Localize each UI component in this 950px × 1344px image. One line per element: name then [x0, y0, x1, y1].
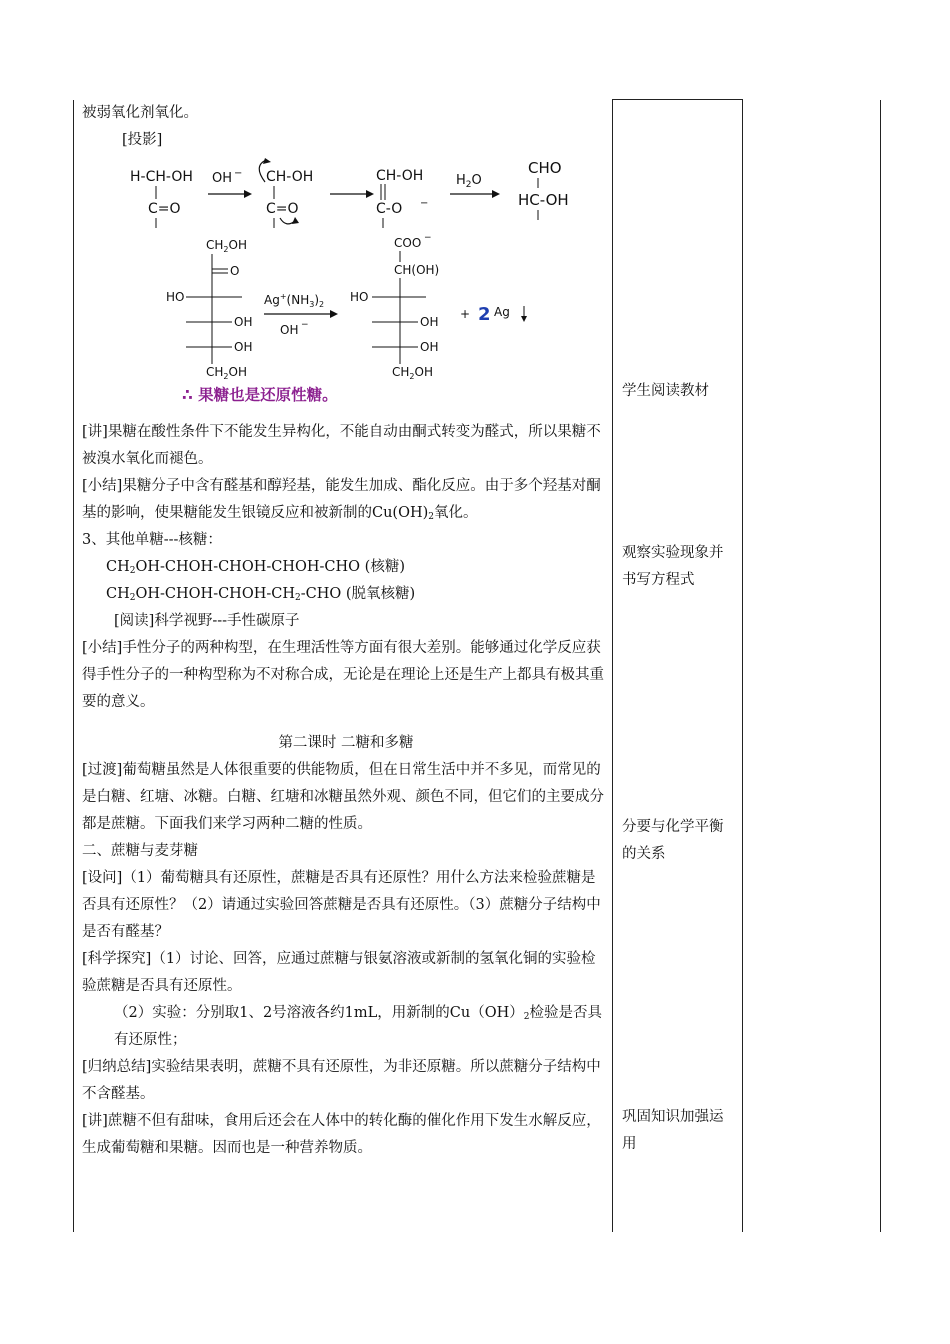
svg-text:−: −: [424, 233, 432, 243]
r2-left-oh2: OH: [234, 340, 253, 354]
r2-left-bot: $CH_2OH$: [206, 365, 247, 381]
r2-right-oh1: OH: [420, 315, 439, 329]
r1-mol3-bot: C-O: [376, 201, 403, 217]
svg-text:−: −: [234, 168, 243, 179]
lecture-fructose: [讲]果糖在酸性条件下不能发生异构化，不能自动由酮式转变为醛式，所以果糖不被溴水氧化而褪色。: [82, 424, 601, 467]
r1-hydroxide: OH: [212, 171, 233, 186]
reading-chiral: [阅读]科学视野---手性碳原子: [114, 613, 300, 629]
r2-right-choh: CH(OH): [394, 263, 440, 277]
r2-right-top: COO: [394, 236, 422, 250]
r1-mol1-bot: C=O: [148, 201, 181, 217]
table-border-top: [612, 99, 743, 100]
r1-mol3-top: CH-OH: [376, 168, 424, 184]
side-note-4: 巩固知识加强运用: [622, 1109, 724, 1152]
r1-mol1-top: H-CH-OH: [130, 169, 193, 185]
lecture-sucrose: [讲]蔗糖不但有甜味，食用后还会在人体中的转化酶的催化作用下发生水解反应，生成葡萄糖和果糖。因而也是一种营养物质。: [82, 1113, 601, 1156]
other-monosaccharides-title: 3、其他单糖---核糖：: [82, 532, 222, 548]
side-note-1: 学生阅读教材: [622, 383, 709, 399]
summary-fructose: [小结]果糖分子中含有醛基和醇羟基，能发生加成、酯化反应。由于多个羟基对酮基的影响，使果糖能发生银镜反应和被新制的$Cu(OH)_2$氧化。: [82, 478, 601, 522]
r1-mol4-bot: HC-OH: [518, 191, 569, 209]
explore-text: [科学探究]（1）讨论、回答，应通过蔗糖与银氨溶液或新制的氢氧化铜的实验检验蔗糖是否具有还原性。: [82, 951, 596, 994]
ribose-formula: $CH_2OH-CHOH-CHOH-CHOH$-CHO (核糖): [106, 559, 405, 576]
precipitate-arrow-icon: [521, 316, 527, 322]
r2-silver: Ag: [494, 305, 510, 319]
r2-right-bot: $CH_2OH$: [392, 365, 433, 381]
r2-left-o: O: [230, 264, 240, 278]
section-sucrose-maltose: 二、蔗糖与麦芽糖: [82, 843, 198, 859]
question-text: [设问]（1）葡萄糖具有还原性，蔗糖是否具有还原性？用什么方法来检验蔗糖是否具有还原性？（2）请通过实验回答蔗糖是否具有还原性。（3）蔗糖分子结构中是否有醛基？: [82, 870, 601, 940]
deoxyribose-formula: $CH_2OH-CHOH-CHOH-CH_2$-CHO (脱氧核糖): [106, 586, 416, 603]
r2-left-top: $CH_2OH$: [206, 238, 247, 254]
text-oxidized: 被弱氧化剂氧化。: [82, 105, 198, 121]
r2-coefficient: 2: [478, 304, 491, 325]
svg-text:−: −: [420, 198, 429, 209]
side-note-3: 分要与化学平衡的关系: [622, 819, 724, 862]
r2-right-oh2: OH: [420, 340, 439, 354]
projection-label: [投影]: [122, 132, 163, 148]
r2-hydroxide: OH: [280, 323, 299, 337]
r1-mol4-top: CHO: [528, 159, 562, 177]
table-border-right: [742, 100, 743, 1232]
side-note-2: 观察实验现象并书写方程式: [622, 545, 724, 588]
r2-plus: +: [460, 307, 471, 321]
conclusion-line: ∴ 果糖也是还原性糖。: [182, 386, 338, 404]
table-border-col: [612, 100, 613, 1232]
r2-right-ho: HO: [350, 290, 369, 304]
r2-left-oh1: OH: [234, 315, 253, 329]
r1-water: $H_2O$: [456, 173, 482, 190]
reaction-scheme: [82, 154, 610, 384]
r2-reagent: $Ag^+(NH_3)_2$: [264, 292, 325, 309]
r1-mol2-top: CH-OH: [266, 169, 314, 185]
outer-border-right: [880, 100, 881, 1232]
svg-text:−: −: [301, 320, 309, 330]
lesson2-title: 第二课时 二糖和多糖: [278, 735, 414, 751]
main-column: [82, 100, 610, 1162]
r2-left-ho: HO: [166, 290, 185, 304]
induction-text: [归纳总结]实验结果表明，蔗糖不具有还原性，为非还原糖。所以蔗糖分子结构中不含醛基。: [82, 1059, 601, 1102]
r1-mol2-bot: C=O: [266, 201, 299, 217]
summary-chiral: [小结]手性分子的两种构型，在生理活性等方面有很大差别。能够通过化学反应获得手性分子的一种构型称为不对称合成，无论是在理论上还是生产上都具有极其重要的意义。: [82, 640, 604, 710]
experiment-text: （2）实验：分别取1、2号溶液各约1mL，用新制的$Cu(OH)_2$检验是否具有还原性；: [114, 1005, 602, 1048]
transition-text: [过渡]葡萄糖虽然是人体很重要的供能物质，但在日常生活中并不多见，而常见的是白糖、红塘、冰糖。白糖、红塘和冰糖虽然外观、颜色不同，但它们的主要成分都是蔗糖。下面我们来学习两种二糖的性质。: [82, 762, 604, 832]
table-border-left: [73, 100, 74, 1232]
